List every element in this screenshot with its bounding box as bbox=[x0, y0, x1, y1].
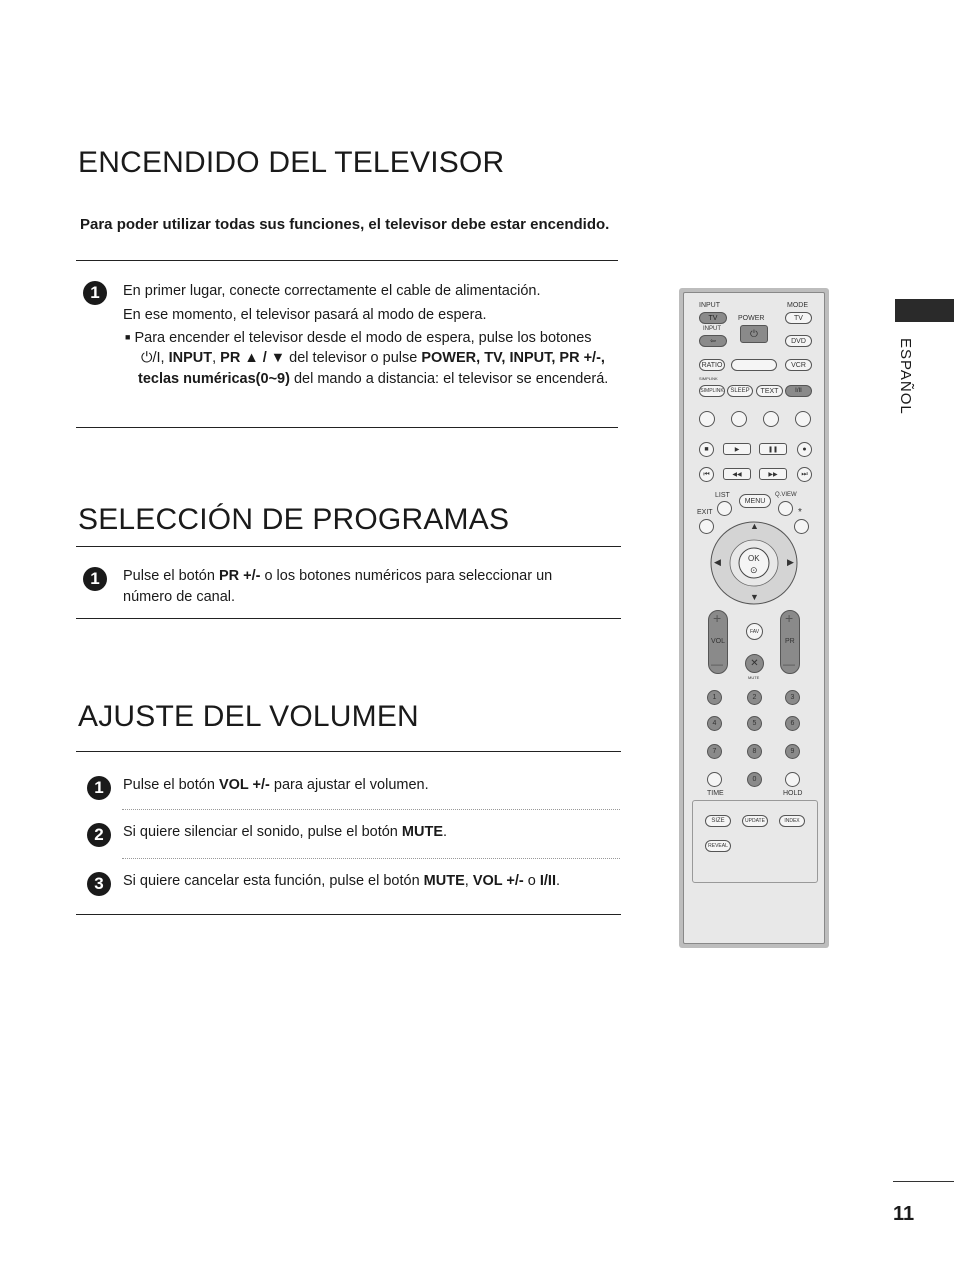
separator: o bbox=[527, 873, 536, 889]
inline-text: Pulse el botón bbox=[123, 568, 215, 584]
remote-color-button bbox=[763, 411, 779, 427]
divider bbox=[76, 427, 618, 428]
remote-menu-button: MENU bbox=[739, 494, 771, 508]
step-text bbox=[123, 871, 618, 892]
key-i-ii: I/II bbox=[539, 873, 556, 889]
divider bbox=[76, 914, 621, 915]
remote-label-exit: EXIT bbox=[697, 509, 713, 516]
divider bbox=[76, 260, 618, 261]
remote-digit-button: 2 bbox=[747, 690, 762, 705]
remote-label-time: TIME bbox=[707, 790, 724, 797]
inline-text: Pulse el botón bbox=[123, 777, 215, 793]
key-vol-plus-minus: VOL +/- bbox=[472, 873, 524, 889]
remote-down-arrow: ▼ bbox=[750, 592, 759, 602]
key-numeric: teclas numéricas(0~9) bbox=[138, 371, 290, 387]
step-number-badge: 3 bbox=[87, 872, 111, 896]
remote-label-simplink: SIMPLINK bbox=[699, 376, 718, 381]
bullet-paragraph bbox=[125, 327, 615, 349]
remote-color-button bbox=[699, 411, 715, 427]
remote-ratio-button: RATIO bbox=[699, 359, 725, 371]
remote-vol-plus: + bbox=[713, 610, 722, 626]
remote-label-list: LIST bbox=[715, 492, 730, 499]
key-pr-up-down: PR ▲ / ▼ bbox=[220, 350, 286, 366]
remote-right-arrow: ▶ bbox=[787, 557, 794, 567]
remote-size-button: SIZE bbox=[705, 815, 731, 827]
remote-pr-minus: — bbox=[783, 657, 795, 671]
key-pr-plus-minus: PR +/-, bbox=[559, 350, 605, 366]
remote-brightness-button bbox=[731, 359, 777, 371]
inline-text: . bbox=[556, 873, 561, 889]
remote-pause-button: ❚❚ bbox=[759, 443, 787, 455]
inline-text: para ajustar el volumen. bbox=[273, 777, 429, 793]
remote-label-mute: MUTE bbox=[748, 675, 760, 680]
remote-tv-mode-button: TV bbox=[785, 312, 812, 324]
language-label: ESPAÑOL bbox=[897, 338, 914, 415]
remote-digit-button: 6 bbox=[785, 716, 800, 731]
remote-digit-button: 8 bbox=[747, 744, 762, 759]
step-text bbox=[123, 775, 613, 796]
remote-label-hold: HOLD bbox=[783, 790, 803, 797]
remote-ok-icon: ⊙ bbox=[750, 565, 758, 575]
remote-prev-button: ⏮ bbox=[699, 467, 714, 482]
key-mute: MUTE bbox=[401, 824, 443, 840]
inline-text: o los botones numéricos para seleccionar un número de canal. bbox=[123, 568, 553, 605]
remote-label-vol: VOL bbox=[711, 638, 726, 645]
remote-record-button: ● bbox=[797, 442, 812, 457]
remote-vcr-button: VCR bbox=[785, 359, 812, 371]
remote-next-button: ⏭ bbox=[797, 467, 812, 482]
remote-tv-input-button: TV bbox=[699, 312, 727, 324]
inline-text: Si quiere cancelar esta función, pulse el botón bbox=[123, 873, 420, 889]
remote-digit-button: 3 bbox=[785, 690, 800, 705]
language-tab-marker bbox=[895, 299, 954, 322]
remote-mute-button: ✕ bbox=[745, 654, 764, 673]
remote-dvd-button: DVD bbox=[785, 335, 812, 347]
inline-text: del televisor o pulse bbox=[289, 350, 418, 366]
remote-hold-button bbox=[785, 772, 800, 787]
inline-text: Si quiere silenciar el sonido, pulse el botón bbox=[123, 824, 398, 840]
remote-digit-button: 0 bbox=[747, 772, 762, 787]
bullet-mark: ■ bbox=[125, 332, 131, 342]
step-number-badge: 1 bbox=[83, 281, 107, 305]
remote-digit-button: 9 bbox=[785, 744, 800, 759]
separator: , bbox=[160, 350, 165, 366]
dotted-divider bbox=[122, 858, 620, 859]
remote-forward-button: ▶▶ bbox=[759, 468, 787, 480]
remote-digit-button: 7 bbox=[707, 744, 722, 759]
power-symbol: ⏻/I bbox=[141, 350, 161, 366]
remote-reveal-button: REVEAL bbox=[705, 840, 731, 852]
remote-stop-button: ■ bbox=[699, 442, 714, 457]
key-pr-plus-minus: PR +/- bbox=[218, 568, 261, 584]
step-number-badge: 1 bbox=[83, 567, 107, 591]
remote-label-power: POWER bbox=[738, 315, 765, 322]
remote-time-button bbox=[707, 772, 722, 787]
section-title-program-select: SELECCIÓN DE PROGRAMAS bbox=[78, 503, 510, 536]
step-number-badge: 1 bbox=[87, 776, 111, 800]
remote-input-button: ⇦ bbox=[699, 335, 727, 347]
key-vol-plus-minus: VOL +/- bbox=[218, 777, 270, 793]
remote-up-arrow: ▲ bbox=[750, 521, 759, 531]
remote-index-button: INDEX bbox=[779, 815, 805, 827]
remote-digit-button: 4 bbox=[707, 716, 722, 731]
remote-i-ii-button: I/II bbox=[785, 385, 812, 397]
remote-left-arrow: ◀ bbox=[714, 557, 721, 567]
remote-label-qview: Q.VIEW bbox=[775, 492, 797, 498]
separator: , bbox=[464, 873, 469, 889]
remote-digit-button: 1 bbox=[707, 690, 722, 705]
step-text bbox=[123, 566, 603, 608]
remote-fav-button: FAV bbox=[746, 623, 763, 640]
remote-power-button: ⏻ bbox=[740, 325, 768, 343]
remote-color-button bbox=[731, 411, 747, 427]
remote-label-input-small: INPUT bbox=[703, 326, 721, 332]
remote-label-input: INPUT bbox=[699, 302, 720, 309]
bullet-continuation: ⏻/I, INPUT, PR ▲ / ▼ del televisor o pulse POWER, TV, INPUT, PR +/-, teclas numéricas(0~9) del mando a distancia: el televisor se encenderá. bbox=[138, 350, 609, 387]
remote-simplink-button: SIMPLINK bbox=[699, 385, 725, 397]
divider bbox=[76, 546, 621, 547]
section-title-power-on: ENCENDIDO DEL TELEVISOR bbox=[78, 146, 505, 179]
remote-digit-button: 5 bbox=[747, 716, 762, 731]
page-number: 11 bbox=[893, 1203, 915, 1225]
key-mute: MUTE bbox=[423, 873, 465, 889]
remote-update-button: UPDATE bbox=[742, 815, 768, 827]
inline-text: . bbox=[443, 824, 448, 840]
remote-color-button bbox=[795, 411, 811, 427]
inline-text: del mando a distancia: el televisor se encenderá. bbox=[293, 371, 609, 387]
remote-label-mode: MODE bbox=[787, 302, 808, 309]
remote-play-button: ▶ bbox=[723, 443, 751, 455]
remote-label-pr: PR bbox=[785, 638, 795, 645]
remote-pr-plus: + bbox=[785, 610, 794, 626]
footer-divider bbox=[893, 1181, 954, 1182]
remote-qview-button bbox=[778, 501, 793, 516]
remote-sleep-button: SLEEP bbox=[727, 385, 753, 397]
step-line: En ese momento, el televisor pasará al modo de espera. bbox=[123, 307, 487, 323]
divider bbox=[76, 751, 621, 752]
remote-label-star: * bbox=[798, 507, 802, 518]
remote-vol-minus: — bbox=[711, 657, 723, 671]
remote-ok-label: OK bbox=[748, 554, 760, 563]
step-line: En primer lugar, conecte correctamente el cable de alimentación. bbox=[123, 283, 541, 299]
key-input: INPUT bbox=[168, 350, 213, 366]
remote-list-button bbox=[717, 501, 732, 516]
key-remote-buttons: POWER, TV, INPUT, bbox=[421, 350, 556, 366]
step-text bbox=[123, 822, 613, 843]
bullet-text: Para encender el televisor desde el modo de espera, pulse los botones bbox=[134, 330, 592, 346]
dotted-divider bbox=[122, 809, 620, 810]
remote-text-button: TEXT bbox=[756, 385, 783, 397]
divider bbox=[76, 618, 621, 619]
step-number-badge: 2 bbox=[87, 823, 111, 847]
section-title-volume: AJUSTE DEL VOLUMEN bbox=[78, 700, 419, 733]
step-text bbox=[123, 279, 613, 327]
section-intro: Para poder utilizar todas sus funciones, el televisor debe estar encendido. bbox=[80, 216, 610, 233]
remote-rewind-button: ◀◀ bbox=[723, 468, 751, 480]
